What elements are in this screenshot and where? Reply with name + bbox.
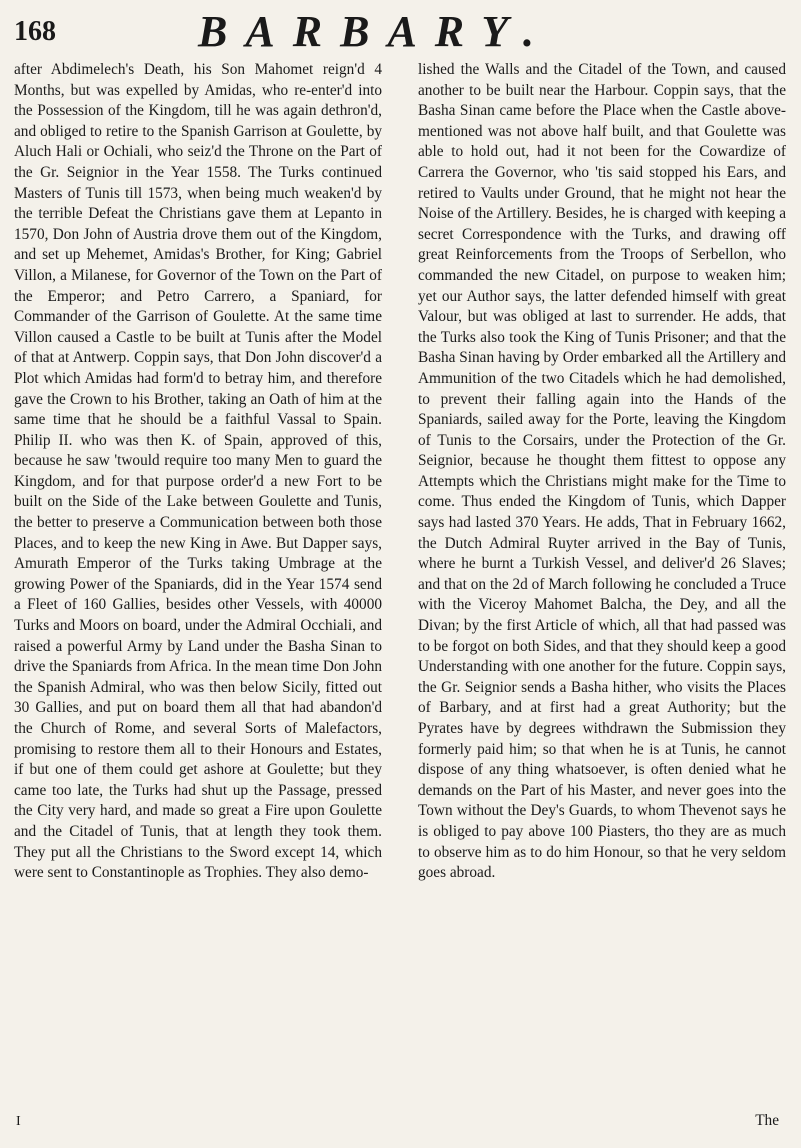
page-header bbox=[0, 0, 801, 58]
catchword: The bbox=[755, 1112, 779, 1129]
running-head: BARBARY. bbox=[198, 7, 552, 56]
right-column-text: lished the Walls and the Citadel of the Town, and caused another to be built near the Harbour. Coppin says, that the Basha Sinan came before the Place when the Castle above-mentioned was not above half built, and that Goulette was able to hold out, had it not been for the Cowardize of Carrera the Governor, who 'tis said stopped his Ears, and retired to Vaults under Ground, that he might not hear the Noise of the Artillery. Besides, he is charged with keeping a secret Correspondence with the Turks, and drawing off great Reinforcements from the Troops of Serbellon, who commanded the new Citadel, on purpose to weaken him; yet our Author says, the latter defended himself with great Valour, but was obliged at last to surrender. He adds, that the Turks also took the King of Tunis Prisoner; and that the Basha Sinan having by Order embarked all the Artillery and Ammunition of the two Citadels which he had demolished, to prevent their falling again into the Hands of the Spaniards, sailed away for the Porte, leaving the Kingdom of Tunis to the Corsairs, under the Protection of the Gr. Seignior, because he thought them fittest to oppose any Attempts which the Christians might make for the Time to come. Thus ended the Kingdom of Tunis, which Dapper says had lasted 370 Years. He adds, That in February 1662, the Dutch Admiral Ruyter arrived in the Bay of Tunis, where he burnt a Turkish Vessel, and deliver'd 26 Slaves; and that on the 2d of March following he concluded a Truce with the Viceroy Mahomet Balcha, the Dey, and all the Divan; by the first Article of which, all that had passed was to be forgot on both Sides, and that they should keep a good Understanding with one another for the future. Coppin says, the Gr. Seignior sends a Basha hither, who visits the Places of Barbary, and at first had a great Authority; but the Pyrates have by degrees withdrawn the Submission they formerly paid him; so that when he is at Tunis, he cannot dispose of any thing whatsoever, is often denied what he demands on the Part of his Master, and never goes into the Town without the Dey's Guards, to whom Thevenot says he is obliged to pay above 100 Piasters, tho they are as much to observe him as to do him Honour, so that he very seldom goes abroad. bbox=[418, 61, 786, 882]
left-column bbox=[14, 60, 382, 884]
right-column bbox=[418, 60, 786, 884]
signature-mark: I bbox=[16, 1114, 21, 1129]
left-column-text: after Abdimelech's Death, his Son Mahomet reign'd 4 Months, but was expelled by Amidas, who re-enter'd into the Possession of the Kingdom, till he was again dethron'd, and obliged to retire to the Spanish Garrison at Goulette, by Aluch Hali or Ochiali, who seiz'd the Throne on the Part of the Gr. Seignior in the Year 1558. The Turks continued Masters of Tunis till 1573, when being much weaken'd by the terrible Defeat the Christians gave them at Lepanto in 1570, Don John of Austria drove them out of the Kingdom, and set up Mehemet, Amidas's Brother, for King; Gabriel Villon, a Milanese, for Governor of the Town on the Part of the Emperor; and Petro Carrero, a Spaniard, for Commander of the Garrison of Goulette. At the same time Villon caused a Castle to be built at Tunis after the Model of that at Antwerp. Coppin says, that Don John discover'd a Plot which Amidas had form'd to betray him, and therefore gave the Crown to his Brother, taking an Oath of him at the same time that he should be a faithful Vassal to Spain. Philip II. who was then K. of Spain, approved of this, because he saw 'twould require too many Men to guard the Kingdom, and for that purpose order'd a new Fort to be built on the Side of the Lake between Goulette and Tunis, the better to preserve a Communication between both those Places, and to keep the new King in Awe. But Dapper says, Amurath Emperor of the Turks taking Umbrage at the growing Power of the Spaniards, did in the Year 1574 send a Fleet of 160 Gallies, besides other Vessels, with 40000 Turks and Moors on board, under the Admiral Occhiali, and raised a powerful Army by Land under the Basha Sinan to drive the Spaniards from Africa. In the mean time Don John the Spanish Admiral, who was then below Sicily, fitted out 30 Gallies, and put on board them all that had abandon'd the Church of Rome, and several Sorts of Malefactors, promising to restore them all to their Honours and Estates, if but one of them could get ashore at Goulette; but they came too late, the Turks had shut up the Passage, pressed the City very hard, and made so great a Fire upon Goulette and the Citadel of Tunis, that at length they took them. They put all the Christians to the Sword except 14, which were sent to Constantinople as Trophies. They also demo- bbox=[14, 61, 382, 882]
page-number: 168 bbox=[14, 16, 56, 47]
